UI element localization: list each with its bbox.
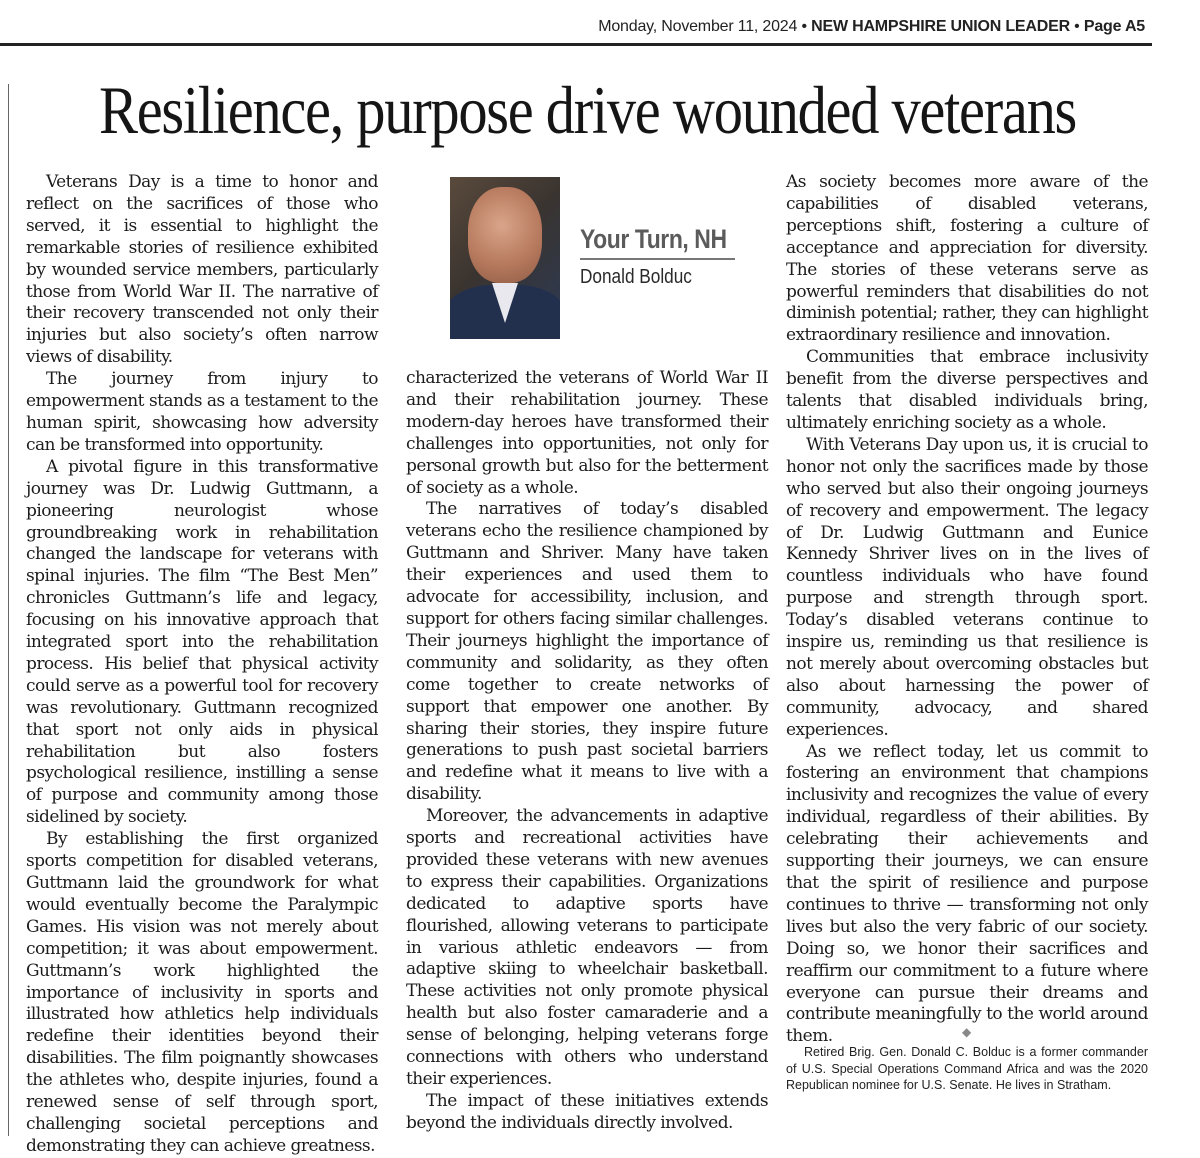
author-byline: Donald Bolduc	[580, 266, 692, 288]
photo-head-shape	[468, 187, 542, 283]
paragraph: With Veterans Day upon us, it is crucial to honor not only the sacrifices made by those who served but also their ongoing journeys of recovery and empowerment. The legacy of Dr. Ludwig Guttmann and Eunice Kennedy Shriver lives on in the lives of countless individuals who have found purpose and strength through sport. Today’s disabled veterans continue to inspire us, reminding us that resilience is not merely about overcoming obstacles but also about harnessing the power of community, advocacy, and shared experiences.	[786, 434, 1148, 740]
end-mark-icon: ◆	[962, 1025, 972, 1039]
header-rule	[0, 43, 1152, 46]
paragraph: Communities that embrace inclusivity benefit from the diverse perspectives and talents that disabled individuals bring, ultimately enriching society as a whole.	[786, 347, 1148, 433]
paragraph: Moreover, the advancements in adaptive sports and recreational activities have provided these veterans with new avenues to express their capabilities. Organizations dedicated to adaptive sports have flourished, allowing veterans to participate in various athletic endeavors — from adaptive skiing to wheelchair basketball. These activities not only promote physical health but also foster camaraderie and a sense of belonging, helping veterans forge connections with others who understand their experiences.	[406, 806, 768, 1089]
article-headline: Resilience, purpose drive wounded veterans	[98, 72, 1077, 148]
article-column-1	[26, 172, 378, 1158]
column-name: Your Turn, NH	[580, 224, 727, 254]
paragraph: Veterans Day is a time to honor and reflect on the sacrifices of those who served, it is essential to highlight the remarkable stories of resilience exhibited by wounded service members, particularly those from World War II. The narrative of their recovery transcended not only their injuries but also society’s often narrow views of disability.	[26, 172, 378, 368]
paragraph: The impact of these initiatives extends beyond the individuals directly involved.	[406, 1090, 768, 1133]
author-bio	[786, 1044, 1148, 1094]
header-separator-2: •	[1069, 18, 1084, 35]
paragraph: By establishing the first organized sports competition for disabled veterans, Guttmann laid the groundwork for what would eventually become the Paralympic Games. His vision was not merely about competition; it was about empowerment. Guttmann’s work highlighted the importance of inclusivity in sports and illustrated how athletics help individuals redefine their identities beyond their disabilities. The film poignantly showcases the athletes who, despite injuries, found a renewed sense of self through sport, challenging societal perceptions and demonstrating they can achieve greatness.	[26, 829, 378, 1156]
paragraph: The journey from injury to empowerment stands as a testament to the human spirit, showcasing how adversity can be transformed into opportunity.	[26, 369, 378, 455]
header-newspaper-name: NEW HAMPSHIRE UNION LEADER	[811, 18, 1070, 35]
article-column-3	[786, 172, 1148, 1048]
column-name-rule	[580, 258, 735, 260]
header-page-number: Page A5	[1083, 18, 1145, 35]
paragraph: As we reflect today, let us commit to fostering an environment that champions inclusivity and recognizes the value of every individual, regardless of their abilities. By celebrating their achievements and supporting their journeys, we can ensure that the spirit of resilience and purpose continues to thrive — transforming not only lives but also the very fabric of our society. Doing so, we honor their sacrifices and reaffirm our commitment to a future where everyone can pursue their dreams and contribute meaningfully to the world around them.	[786, 741, 1148, 1047]
author-photo	[450, 177, 560, 339]
page-header	[0, 18, 1145, 36]
paragraph: As society becomes more aware of the capabilities of disabled veterans, perceptions shift, fostering a culture of acceptance and appreciation for diversity. The stories of these veterans serve as powerful reminders that disabilities do not diminish potential; rather, they can highlight extraordinary resilience and innovation.	[786, 172, 1148, 346]
paragraph: characterized the veterans of World War II and their rehabilitation journey. These modern-day heroes have transformed their challenges into opportunities, not only for personal growth but also for the betterment of society as a whole.	[406, 368, 768, 498]
header-date: Monday, November 11, 2024	[598, 18, 798, 35]
header-separator: •	[797, 18, 812, 35]
article-column-2	[406, 368, 768, 1135]
paragraph: A pivotal figure in this transformative journey was Dr. Ludwig Guttmann, a pioneering neurologist whose groundbreaking work in rehabilitation changed the landscape for veterans with spinal injuries. The film “The Best Men” chronicles Guttmann’s life and legacy, focusing on his innovative approach that integrated sport into the rehabilitation process. His belief that physical activity could serve as a powerful tool for recovery was revolutionary. Guttmann recognized that sport not only aids in physical rehabilitation but also fosters psychological resilience, instilling a sense of purpose and community among those sidelined by society.	[26, 456, 378, 828]
author-bio-text: Retired Brig. Gen. Donald C. Bolduc is a former commander of U.S. Special Operations Command Africa and was the 2020 Republican nominee for U.S. Senate. He lives in Stratham.	[786, 1045, 1148, 1092]
left-column-rule	[8, 84, 9, 1136]
paragraph: The narratives of today’s disabled veterans echo the resilience championed by Guttmann and Shriver. Many have taken their experiences and used them to advocate for accessibility, inclusion, and support for others facing similar challenges. Their journeys highlight the importance of community and solidarity, as they often come together to create networks of support that empower one another. By sharing their stories, they inspire future generations to push past societal barriers and redefine what it means to live with a disability.	[406, 499, 768, 805]
